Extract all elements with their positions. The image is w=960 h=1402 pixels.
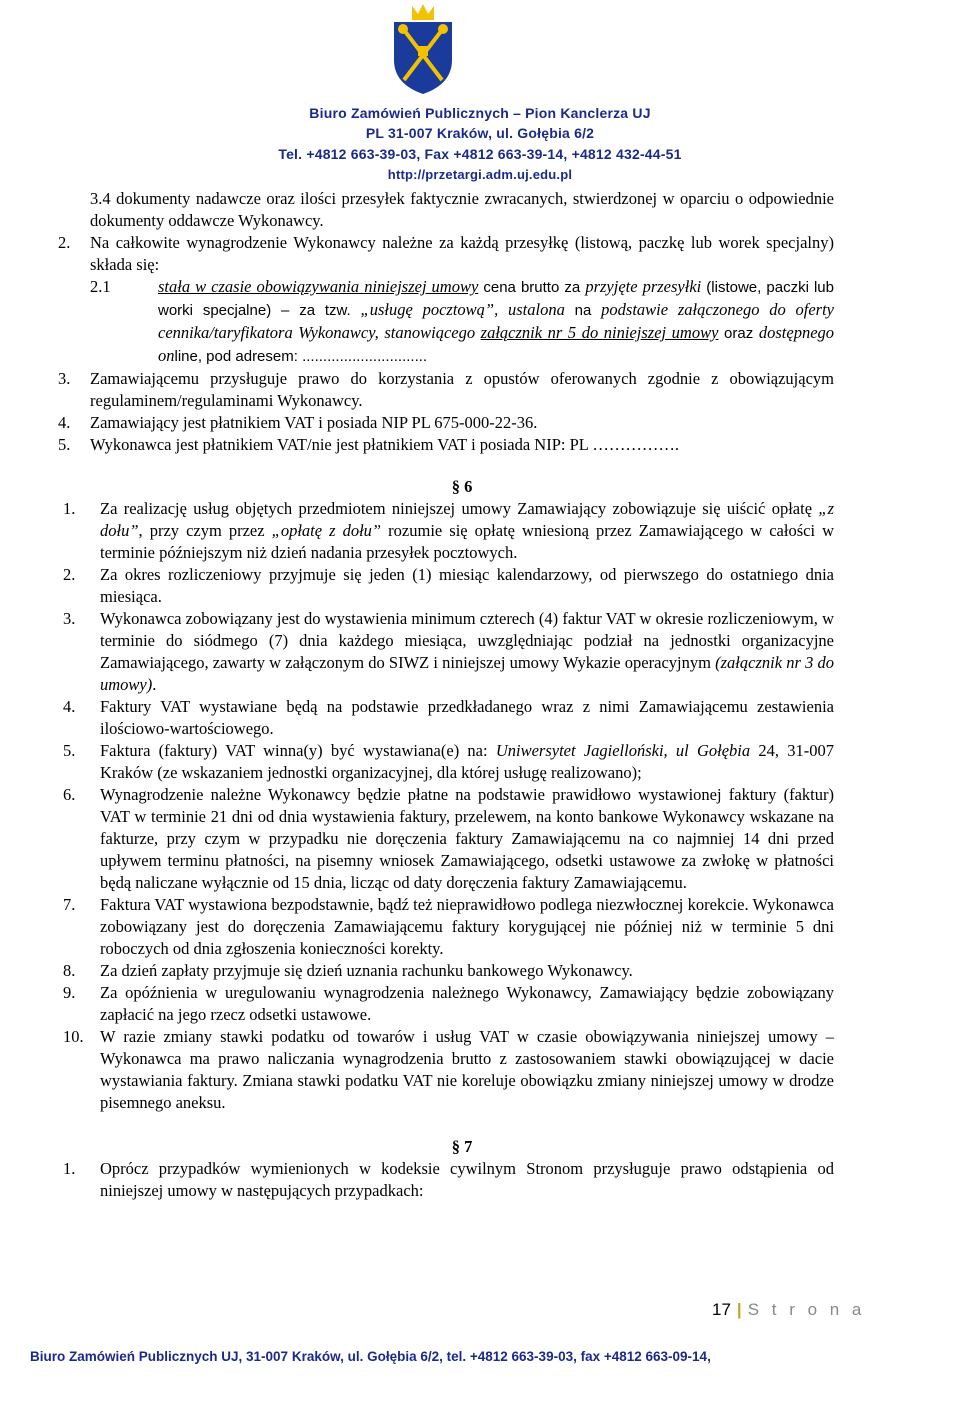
- paragraph-3-4: 3.4 dokumenty nadawcze oraz ilości przesyłek faktycznie zwracanych, stwierdzonej w oparciu o odpowiednie dokumenty oddawcze Wykonawcy.: [90, 189, 834, 230]
- item-2-1: [90, 276, 834, 368]
- item-number: 2.: [58, 233, 71, 252]
- header-phones: Tel. +4812 663-39-03, Fax +4812 663-39-14, +4812 432-44-51: [278, 146, 682, 162]
- section-7-heading: § 7: [451, 1137, 473, 1156]
- item-text: Faktura VAT wystawiona bezpodstawnie, bądź też nieprawidłowo podlega niezwłocznej korekcie. Wykonawca zobowiązany jest do doręczenia Zamawiającemu faktury korygującej nie później niż w terminie 5 dni roboczych od dnia zgłoszenia konieczności korekty.: [100, 895, 834, 958]
- item-number: 5.: [63, 741, 76, 760]
- sec6-item-4: [63, 696, 834, 740]
- header-url[interactable]: http://przetargi.adm.uj.edu.pl: [387, 167, 573, 182]
- item-number: 9.: [63, 983, 76, 1002]
- item-number: 7.: [63, 895, 76, 914]
- item-text: Za okres rozliczeniowy przyjmuje się jeden (1) miesiąc kalendarzowy, od pierwszego do ostatniego dnia miesiąca.: [100, 565, 834, 606]
- item-text: Wykonawca zobowiązany jest do wystawienia minimum czterech (4) faktur VAT w okresie rozliczeniowym, w terminie do siódmego (7) dnia każdego miesiąca, uwzględniając podział na jednostki organizacyjne Zamawiającego, zawarty w załączonym do SIWZ i niniejszej umowy Wykazie operacyjnym (załącznik nr 3 do umowy).: [100, 609, 835, 694]
- sec6-item-5: [63, 740, 834, 784]
- item-number: 2.1: [90, 277, 111, 296]
- item-text: Faktura (faktury) VAT winna(y) być wystawiana(e) na: Uniwersytet Jagielloński, ul Gołębia 24, 31-007 Kraków (ze wskazaniem jednostki organizacyjnej, dla której usługę realizowano);: [100, 741, 834, 782]
- item-number: 6.: [63, 785, 76, 804]
- item-text: Za opóźnienia w uregulowaniu wynagrodzenia należnego Wykonawcy, Zamawiający będzie zobowiązany zapłacić na jego rzecz odsetki ustawowe.: [100, 983, 834, 1024]
- header-line-1: Biuro Zamówień Publicznych – Pion Kanclerza UJ: [309, 105, 651, 121]
- item-text: Wykonawca jest płatnikiem VAT/nie jest płatnikiem VAT i posiada NIP: PL …………….: [90, 435, 679, 454]
- item-number: 10.: [63, 1027, 84, 1046]
- sec6-item-6: [63, 784, 834, 894]
- item-text: W razie zmiany stawki podatku od towarów i usług VAT w czasie obowiązywania niniejszej umowy – Wykonawca ma prawo naliczania wynagrodzenia brutto z zastosowaniem stawki obowiązującej w dacie wystawiania faktury. Zmiana stawki podatku VAT nie koreluje obowiązku zmiany niniejszej umowy w drodze pisemnego aneksu.: [100, 1027, 834, 1112]
- sec6-item-9: [63, 982, 834, 1026]
- letterhead: [0, 0, 960, 190]
- item-number: 1.: [63, 1159, 76, 1178]
- sec7-item-1: [63, 1158, 834, 1202]
- item-number: 1.: [63, 499, 76, 518]
- item-3: [58, 368, 834, 412]
- sec6-item-7: [63, 894, 834, 960]
- page-label: S t r o n a: [747, 1300, 866, 1319]
- header-address: PL 31-007 Kraków, ul. Gołębia 6/2: [365, 125, 595, 141]
- item-number: 8.: [63, 961, 76, 980]
- item-text: Zamawiającemu przysługuje prawo do korzystania z opustów oferowanych zgodnie z obowiązującym regulaminem/regulaminami Wykonawcy.: [90, 369, 834, 410]
- jagiellonian-crest-icon: [388, 4, 458, 96]
- item-5: [58, 434, 834, 456]
- item-4: [58, 412, 834, 434]
- page-number: [712, 1300, 865, 1320]
- section-6-heading: § 6: [451, 477, 473, 496]
- page-number-value: 17: [712, 1300, 731, 1319]
- item-2: [58, 232, 834, 276]
- item-text: Oprócz przypadków wymienionych w kodeksie cywilnym Stronom przysługuje prawo odstąpienia od niniejszej umowy w następujących przypadkach:: [100, 1159, 834, 1200]
- sec6-item-8: [63, 960, 834, 982]
- item-text: Zamawiający jest płatnikiem VAT i posiada NIP PL 675-000-22-36.: [90, 413, 538, 432]
- item-text: Za dzień zapłaty przyjmuje się dzień uznania rachunku bankowego Wykonawcy.: [100, 961, 633, 980]
- item-text: Za realizację usług objętych przedmiotem niniejszej umowy Zamawiający zobowiązuje się uiścić opłatę „z dołu”, przy czym przez „opłatę z dołu” rozumie się opłatę wniesioną przez Zamawiającego w całości w terminie późniejszym niż dzień nadania przesyłek pocztowych.: [100, 499, 835, 562]
- sec6-item-1: [63, 498, 835, 564]
- document-body: [58, 188, 835, 1202]
- item-number: 3.: [58, 369, 71, 388]
- sec6-item-10: [63, 1026, 834, 1114]
- item-number: 3.: [63, 609, 76, 628]
- item-text: Wynagrodzenie należne Wykonawcy będzie płatne na podstawie prawidłowo wystawionej faktury (faktur) VAT w terminie 21 dni od dnia wystawienia faktury, przelewem, na konto bankowe Wykonawcy wskazane na fakturze, przy czym w przypadku nie doręczenia faktury Zamawiającemu na co najmniej 14 dni przed upływem terminu płatności, na pisemny wniosek Zamawiającego, odsetki ustawowe za zwłokę w płatności będą naliczane wyłącznie od 15 dnia, licząc od daty doręczenia faktury Zamawiającemu.: [100, 785, 834, 892]
- item-number: 4.: [63, 697, 76, 716]
- item-number: 5.: [58, 435, 71, 454]
- sec6-item-3: [63, 608, 835, 696]
- item-number: 4.: [58, 413, 71, 432]
- page-separator: |: [736, 1300, 742, 1319]
- sec6-item-2: [63, 564, 834, 608]
- item-text: Na całkowite wynagrodzenie Wykonawcy należne za każdą przesyłkę (listową, paczkę lub worek specjalny) składa się:: [90, 233, 834, 274]
- item-text: stała w czasie obowiązywania niniejszej umowy cena brutto za przyjęte przesyłki (listowe, paczki lub worki specjalne) – za tzw. „usługę pocztową”, ustalona na podstawie załączonego do oferty cennika/taryfikatora Wykonawcy, stanowiącego załącznik nr 5 do niniejszej umowy oraz dostępnego online, pod adresem: ..............................: [158, 277, 835, 365]
- footer-address: Biuro Zamówień Publicznych UJ, 31-007 Kraków, ul. Gołębia 6/2, tel. +4812 663-39-03, fax +4812 663-09-14,: [30, 1349, 711, 1364]
- item-text: Faktury VAT wystawiane będą na podstawie przedkładanego wraz z nimi Zamawiającemu zestawienia ilościowo-wartościowego.: [100, 697, 834, 738]
- item-number: 2.: [63, 565, 76, 584]
